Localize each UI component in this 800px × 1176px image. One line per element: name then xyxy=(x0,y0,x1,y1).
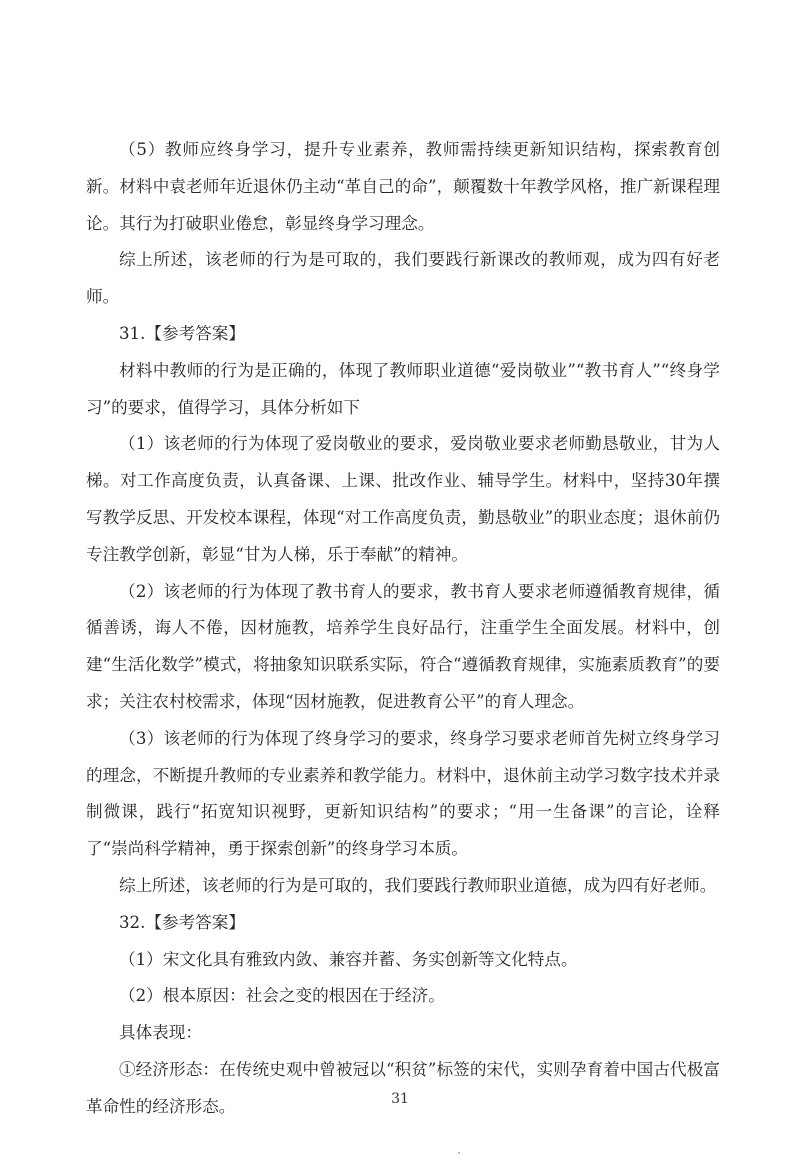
page-number: 31 xyxy=(391,1091,409,1107)
heading-answer-32: 32.【参考答案】 xyxy=(119,912,245,932)
scan-dot xyxy=(458,1152,460,1154)
paragraph-31-point-2: （2）该老师的行为体现了教书育人的要求，教书育人要求老师遵循教育规律，循循善诱，诲人不倦，因材施教，培养学生良好品行，注重学生全面发展。材料中，创建“生活化数学”模式，将抽象知识联系实际，符合“遵循教育规律，实施素质教育”的要求；关注农村校需求，体现“因材施教，促进教育公平”的育人理念。 xyxy=(86,581,720,711)
heading-answer-31: 31.【参考答案】 xyxy=(119,323,245,343)
paragraph-summary-31: 综上所述，该老师的行为是可取的，我们要践行教师职业道德，成为四有好老师。 xyxy=(119,875,717,895)
paragraph-intro-31: 材料中教师的行为是正确的，体现了教师职业道德“爱岗敬业”“教书育人”“终身学习”的要求，值得学习，具体分析如下 xyxy=(86,360,720,417)
paragraph-32-details-label: 具体表现： xyxy=(119,1023,202,1043)
paragraph-31-point-3: （3）该老师的行为体现了终身学习的要求，终身学习要求老师首先树立终身学习的理念，不断提升教师的专业素养和教学能力。材料中，退休前主动学习数字技术并录制微课，践行“拓宽知识视野，更新知识结构”的要求；“用一生备课”的言论，诠释了“崇尚科学精神，勇于探索创新”的终身学习本质。 xyxy=(86,728,720,859)
paragraph-32-economic-form: ①经济形态：在传统史观中曾被冠以“积贫”标签的宋代，实则孕育着中国古代极富革命性的经济形态。 xyxy=(86,1059,720,1116)
document-body xyxy=(86,132,720,1126)
paragraph-31-point-1: （1）该老师的行为体现了爱岗敬业的要求，爱岗敬业要求老师勤恳敬业，甘为人梯。对工作高度负责，认真备课、上课、批改作业、辅导学生。材料中，坚持30年撰写教学反思、开发校本课程，体现“对工作高度负责，勤恳敬业”的职业态度；退休前仍专注教学创新，彰显“甘为人梯，乐于奉献”的精神。 xyxy=(86,434,720,564)
paragraph-32-point-2: （2）根本原因：社会之变的根因在于经济。 xyxy=(119,986,445,1006)
paragraph-summary-30: 综上所述，该老师的行为是可取的，我们要践行新课改的教师观，成为四有好老师。 xyxy=(86,250,720,307)
paragraph-32-point-1: （1）宋文化具有雅致内敛、兼容并蓄、务实创新等文化特点。 xyxy=(119,949,578,969)
paragraph-point-5: （5）教师应终身学习，提升专业素养，教师需持续更新知识结构，探索教育创新。材料中袁老师年近退休仍主动“革自己的命”，颠覆数十年教学风格，推广新课程理论。其行为打破职业倦怠，彰显终身学习理念。 xyxy=(86,140,720,233)
